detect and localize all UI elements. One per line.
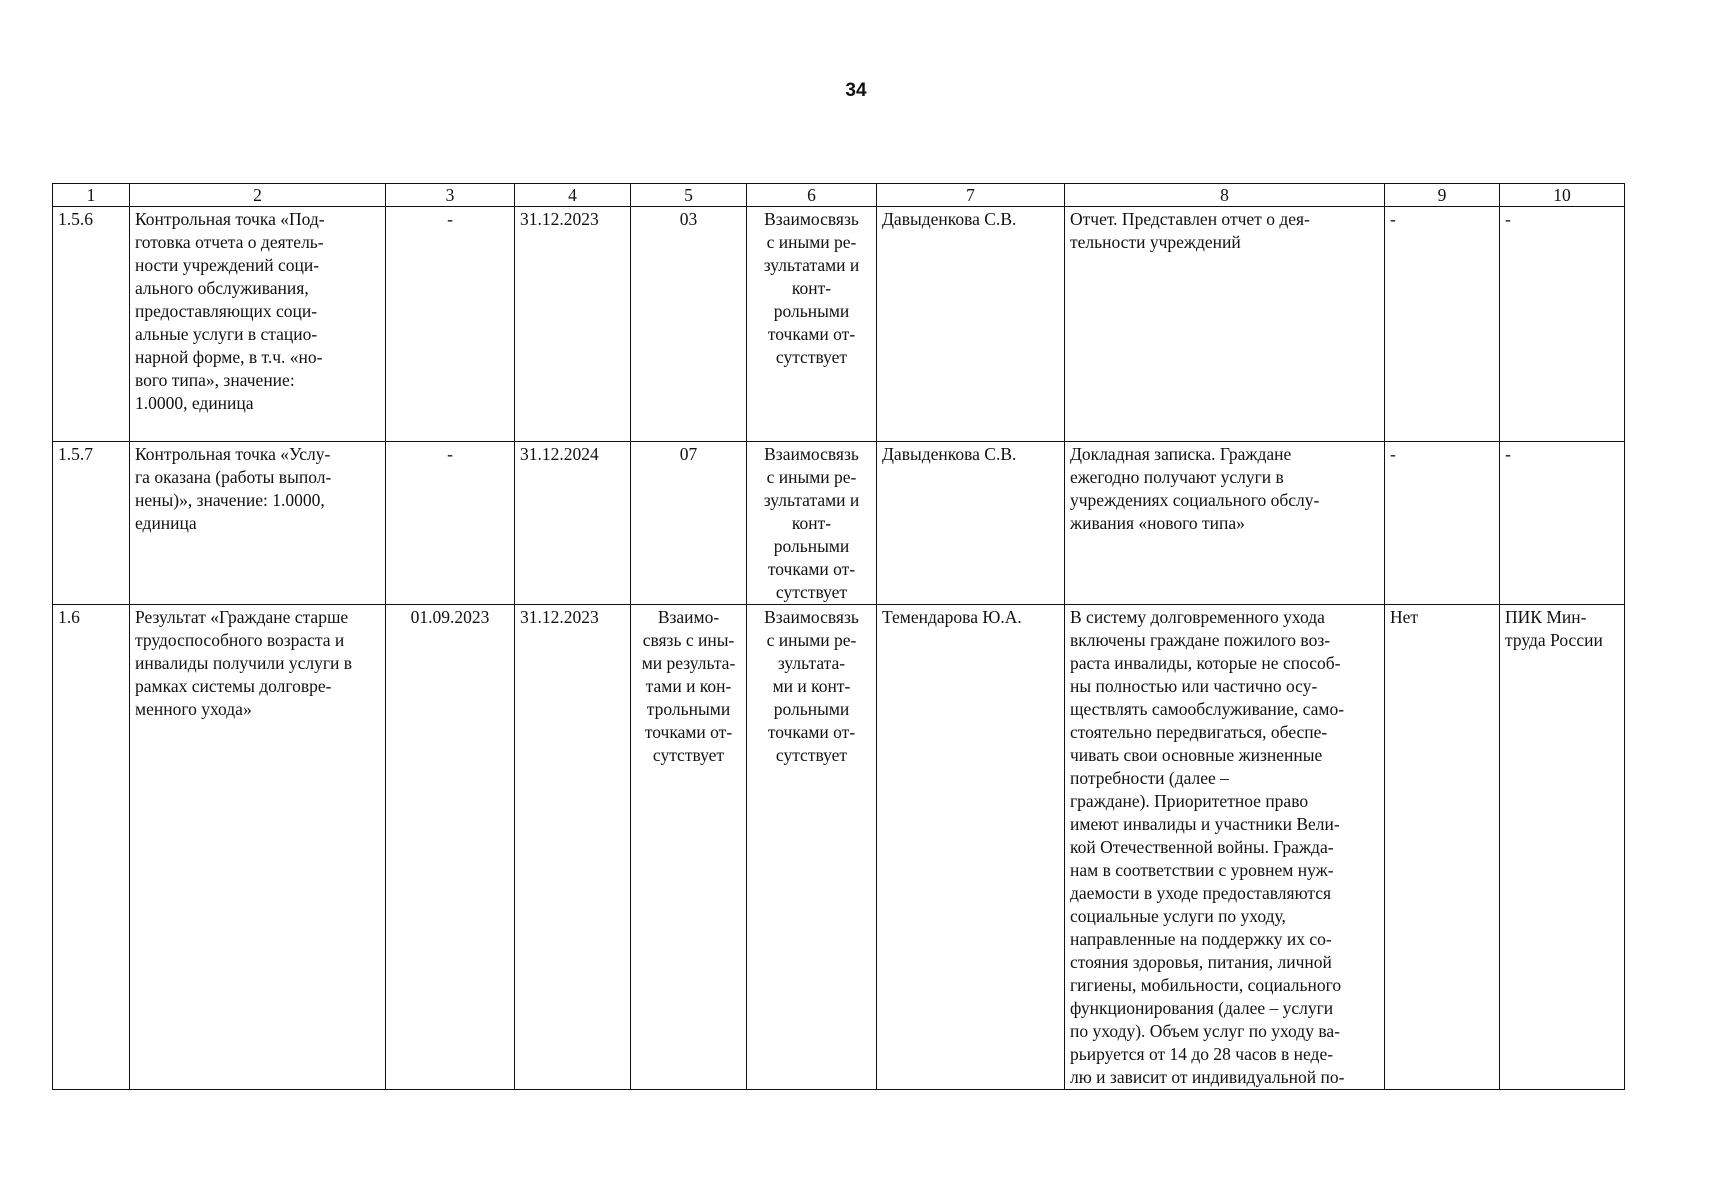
table-row — [53, 207, 1625, 442]
end-date: 31.12.2024 — [515, 442, 631, 605]
relationship: Взаимосвязь с иными ре- зультатами и конт- рольными точками от- сутствует — [747, 442, 877, 605]
item-description: Результат «Граждане старше трудоспособного возраста и инвалиды получили услуги в рамках системы долговре- менного ухода» — [130, 605, 386, 1090]
code: Взаимо- связь с ины- ми результа- тами и кон- трольными точками от- сутствует — [631, 605, 747, 1090]
end-date: 31.12.2023 — [515, 605, 631, 1090]
row-number: 1.5.7 — [53, 442, 130, 605]
results-table — [52, 183, 1625, 1090]
end-date: 31.12.2023 — [515, 207, 631, 442]
col-9-value: - — [1385, 442, 1500, 605]
table-row — [53, 442, 1625, 605]
row-number: 1.5.6 — [53, 207, 130, 442]
col-header-10: 10 — [1500, 184, 1625, 207]
col-9-value: - — [1385, 207, 1500, 442]
col-header-1: 1 — [53, 184, 130, 207]
col-header-3: 3 — [386, 184, 515, 207]
relationship: Взаимосвязь с иными ре- зультата- ми и конт- рольными точками от- сутствует — [747, 605, 877, 1090]
responsible-person: Темендарова Ю.А. — [877, 605, 1065, 1090]
col-9-value: Нет — [1385, 605, 1500, 1090]
result-description: В систему долговременного ухода включены граждане пожилого воз- раста инвалиды, которые не способ- ны полностью или частично осу- ществлять самообслуживание, само- стоятельно передвигаться, обеспе- чивать свои основные жизненные потребности (далее – граждане). Приоритетное право имеют инвалиды и участники Вели- кой Отечественной войны. Гражда- нам в соответствии с уровнем нуж- даемости в уходе предоставляются социальные услуги по уходу, направленные на поддержку их со- стояния здоровья, питания, личной гигиены, мобильности, социального функционирования (далее – услуги по уходу). Объем услуг по уходу ва- рьируется от 14 до 28 часов в неде- лю и зависит от индивидуальной по- — [1065, 605, 1385, 1090]
table-row — [53, 605, 1625, 1090]
col-header-9: 9 — [1385, 184, 1500, 207]
code: 03 — [631, 207, 747, 442]
col-header-2: 2 — [130, 184, 386, 207]
result-description: Отчет. Представлен отчет о дея- тельности учреждений — [1065, 207, 1385, 442]
col-10-value: ПИК Мин- труда России — [1500, 605, 1625, 1090]
result-description: Докладная записка. Граждане ежегодно получают услуги в учреждениях социального обслу- живания «нового типа» — [1065, 442, 1385, 605]
col-10-value: - — [1500, 207, 1625, 442]
col-header-8: 8 — [1065, 184, 1385, 207]
relationship: Взаимосвязь с иными ре- зультатами и конт- рольными точками от- сутствует — [747, 207, 877, 442]
col-header-4: 4 — [515, 184, 631, 207]
col-header-6: 6 — [747, 184, 877, 207]
col-header-5: 5 — [631, 184, 747, 207]
item-description: Контрольная точка «Услу- га оказана (работы выпол- нены)», значение: 1.0000, единица — [130, 442, 386, 605]
item-description: Контрольная точка «Под- готовка отчета о деятель- ности учреждений соци- ального обслуживания, предоставляющих соци- альные услуги в стацио- нарной форме, в т.ч. «но- вого типа», значение: 1.0000, единица — [130, 207, 386, 442]
col-10-value: - — [1500, 442, 1625, 605]
start-date: 01.09.2023 — [386, 605, 515, 1090]
page-number: 34 — [845, 80, 867, 101]
start-date: - — [386, 207, 515, 442]
row-number: 1.6 — [53, 605, 130, 1090]
responsible-person: Давыденкова С.В. — [877, 442, 1065, 605]
col-header-7: 7 — [877, 184, 1065, 207]
responsible-person: Давыденкова С.В. — [877, 207, 1065, 442]
start-date: - — [386, 442, 515, 605]
header-row — [53, 184, 1625, 207]
code: 07 — [631, 442, 747, 605]
